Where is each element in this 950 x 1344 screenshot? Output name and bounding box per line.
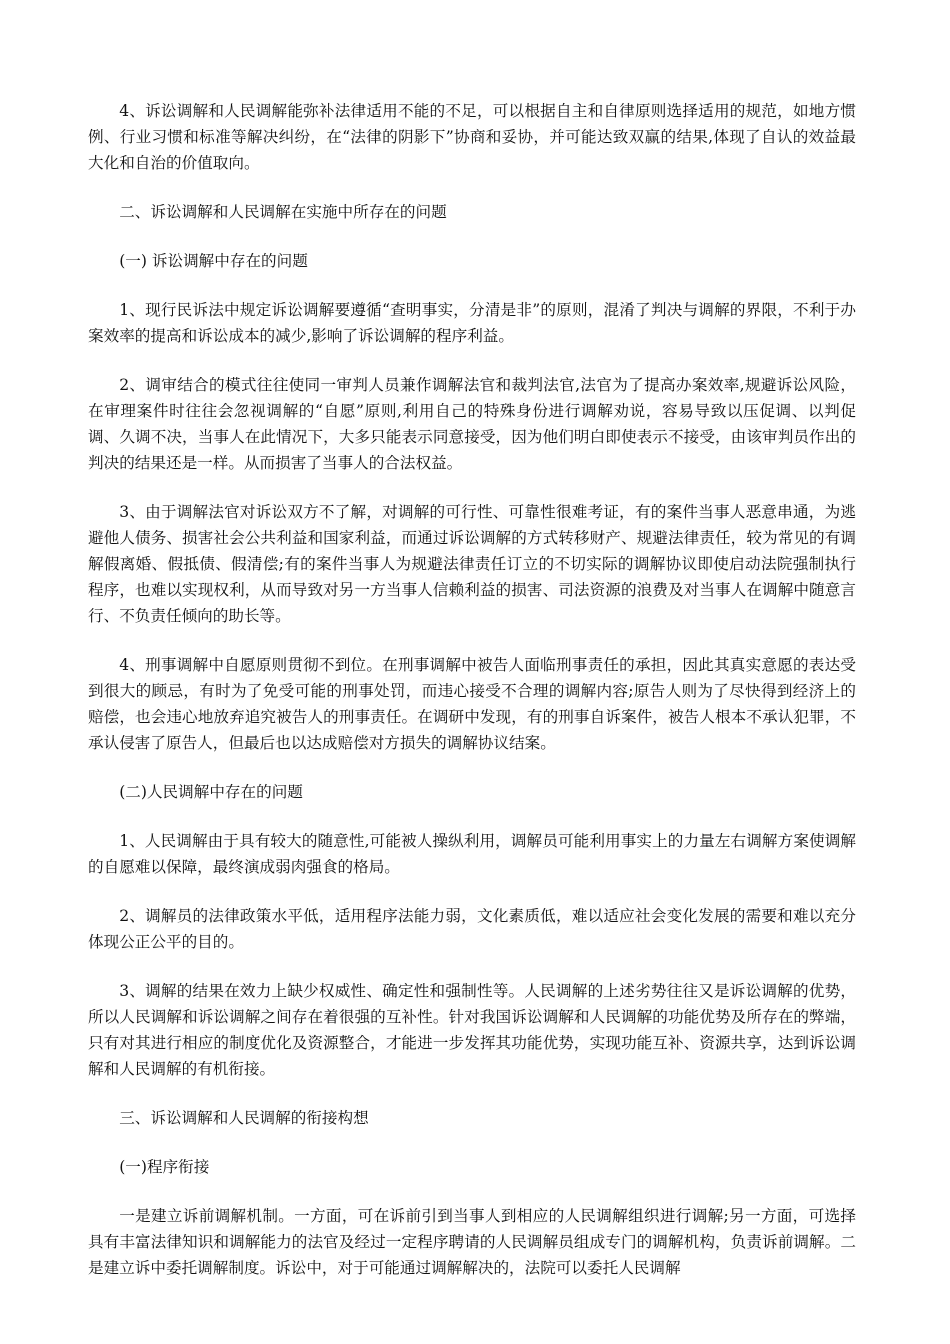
subsection-heading-procedure: (一)程序衔接	[119, 1158, 210, 1176]
subsection-heading-people-mediation-problems: (二)人民调解中存在的问题	[119, 783, 303, 801]
section-heading-connection: 三、诉讼调解和人民调解的衔接构想	[119, 1109, 369, 1127]
paragraph-procedure: 一是建立诉前调解机制。一方面，可在诉前引到当事人到相应的人民调解组织进行调解;另一方面，可选择具有丰富法律知识和调解能力的法官及经过一定程序聘请的人民调解员组成专门的调解机构，负责诉前调解。二是建立诉中委托调解制度。诉讼中，对于可能通过调解解决的，法院可以委托人民调解	[88, 1207, 856, 1277]
paragraph-self-regulation: 4、诉讼调解和人民调解能弥补法律适用不能的不足，可以根据自主和自律原则选择适用的规范，如地方惯例、行业习惯和标准等解决纠纷，在“法律的阴影下”协商和妥协，并可能达致双赢的结果,体现了自认的效益最大化和自治的价值取向。	[88, 102, 856, 172]
section-heading-problems: 二、诉讼调解和人民调解在实施中所存在的问题	[119, 203, 447, 221]
document-body	[88, 98, 856, 1281]
paragraph-people-problem-2: 2、调解员的法律政策水平低，适用程序法能力弱，文化素质低，难以适应社会变化发展的需要和难以充分体现公正公平的目的。	[88, 907, 856, 951]
paragraph-people-problem-3: 3、调解的结果在效力上缺少权威性、确定性和强制性等。人民调解的上述劣势往往又是诉讼调解的优势，所以人民调解和诉讼调解之间存在着很强的互补性。针对我国诉讼调解和人民调解的功能优势及所存在的弊端，只有对其进行相应的制度优化及资源整合，才能进一步发挥其功能优势，实现功能互补、资源共享，达到诉讼调解和人民调解的有机衔接。	[88, 982, 856, 1078]
paragraph-problem-3: 3、由于调解法官对诉讼双方不了解，对调解的可行性、可靠性很难考证，有的案件当事人恶意串通，为逃避他人债务、损害社会公共利益和国家利益，而通过诉讼调解的方式转移财产、规避法律责任，较为常见的有调解假离婚、假抵债、假清偿;有的案件当事人为规避法律责任订立的不切实际的调解协议即使启动法院强制执行程序，也难以实现权利，从而导致对另一方当事人信赖利益的损害、司法资源的浪费及对当事人在调解中随意言行、不负责任倾向的助长等。	[88, 503, 856, 625]
paragraph-problem-1: 1、现行民诉法中规定诉讼调解要遵循“查明事实，分清是非”的原则，混淆了判决与调解的界限，不利于办案效率的提高和诉讼成本的减少,影响了诉讼调解的程序利益。	[88, 301, 856, 345]
paragraph-people-problem-1: 1、人民调解由于具有较大的随意性,可能被人操纵利用，调解员可能利用事实上的力量左右调解方案使调解的自愿难以保障，最终演成弱肉强食的格局。	[88, 832, 856, 876]
paragraph-problem-2: 2、调审结合的模式往往使同一审判人员兼作调解法官和裁判法官,法官为了提高办案效率,规避诉讼风险，在审理案件时往往会忽视调解的“自愿”原则,利用自己的特殊身份进行调解劝说，容易导致以压促调、以判促调、久调不决，当事人在此情况下，大多只能表示同意接受，因为他们明白即使表示不接受，由该审判员作出的判决的结果还是一样。从而损害了当事人的合法权益。	[88, 376, 856, 472]
paragraph-problem-4: 4、刑事调解中自愿原则贯彻不到位。在刑事调解中被告人面临刑事责任的承担，因此其真实意愿的表达受到很大的顾忌，有时为了免受可能的刑事处罚，而违心接受不合理的调解内容;原告人则为了尽快得到经济上的赔偿，也会违心地放弃追究被告人的刑事责任。在调研中发现，有的刑事自诉案件，被告人根本不承认犯罪，不承认侵害了原告人，但最后也以达成赔偿对方损失的调解协议结案。	[88, 656, 856, 752]
subsection-heading-litigation-problems: (一) 诉讼调解中存在的问题	[119, 252, 308, 270]
